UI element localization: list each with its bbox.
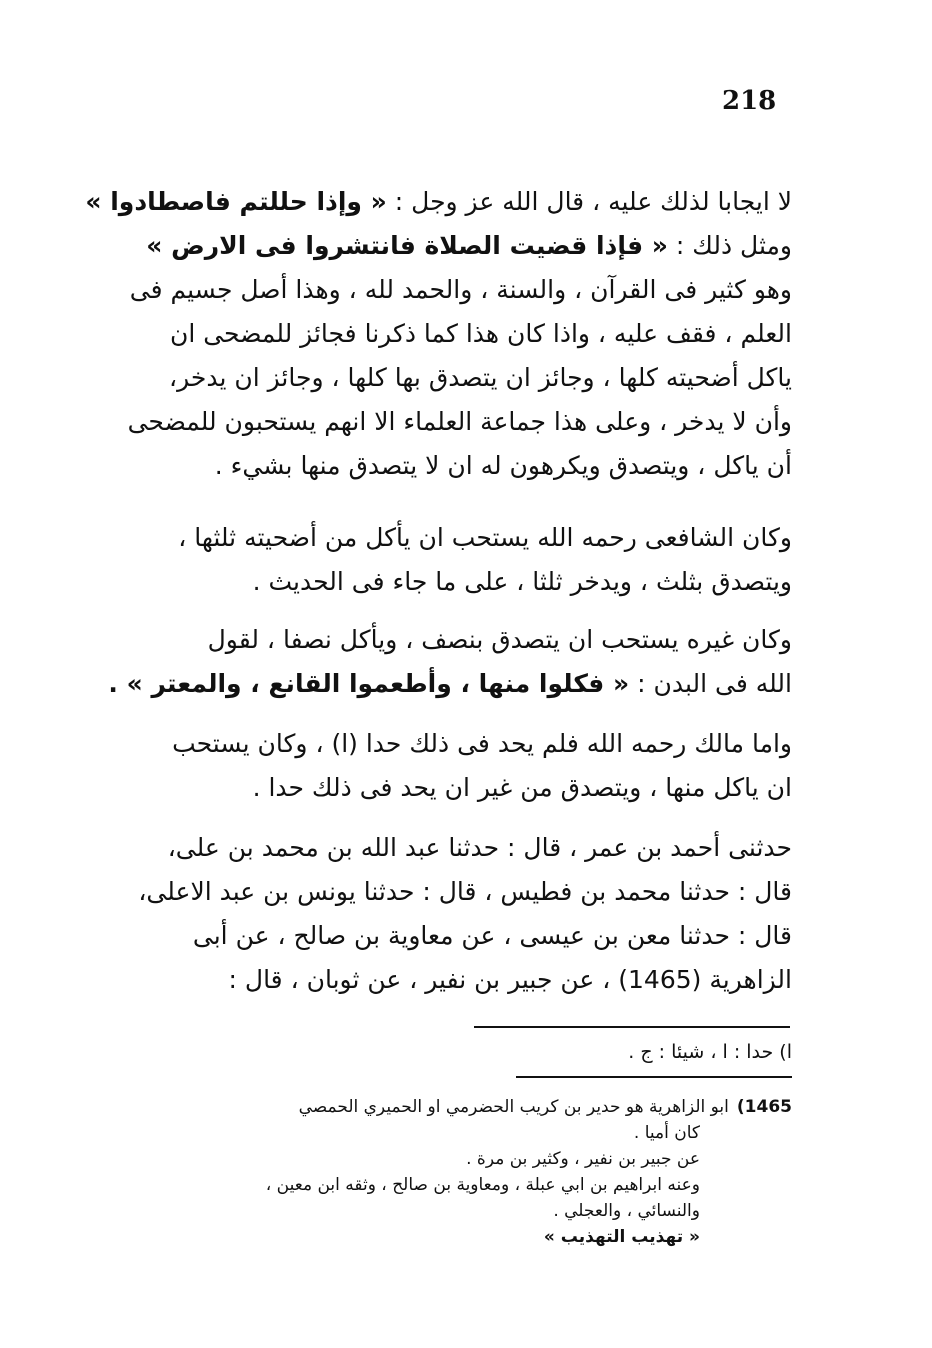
text-line: قال : حدثنا معن بن عيسى ، عن معاوية بن صالح ، عن أبى [192,921,792,950]
paragraph-4 [118,722,792,810]
footnote-source: « تهذيب التهذيب » [543,1227,700,1247]
text-line: ويتصدق بثلث ، ويدخر ثلثا ، على ما جاء فى الحديث . [252,567,792,596]
footnote-number: 1465) [736,1097,792,1117]
paragraph-1 [85,180,792,488]
text-line: وهو كثير فى القرآن ، والسنة ، والحمد لله ، وهذا أصل جسيم فى [129,275,792,304]
text-line: الزاهرية (1465) ، عن جبير بن نفير ، عن ثوبان ، قال : [228,965,792,994]
text-line: أن ياكل ، ويتصدق ويكرهون له ان لا يتصدق منها بشيء . [214,451,792,480]
text-line: وكان غيره يستحب ان يتصدق بنصف ، ويأكل نصفا ، لقول [207,625,792,654]
paragraph-5 [118,826,792,1002]
text-line: لا ايجابا لذلك عليه ، قال الله عز وجل : « وإذا حللتم فاصطادوا » [85,187,792,216]
text-line: حدثنى أحمد بن عمر ، قال : حدثنا عبد الله بن محمد بن على، [167,833,792,862]
text-line: وأن لا يدخر ، وعلى هذا جماعة العلماء الا انهم يستحبون للمضحى [127,407,792,436]
footnote-line: وعنه ابراهيم بن ابي عبلة ، ومعاوية بن صالح ، وثقه ابن معين ، [265,1175,700,1195]
footnote-line: 1465)ابو الزاهرية هو حدير بن كريب الحضرمي او الحميري الحمصي [298,1097,792,1117]
text-line: واما مالك رحمه الله فلم يحد فى ذلك حدا (ا) ، وكان يستحب [172,729,792,758]
page-number: 218 [722,86,777,116]
text-line: العلم ، فقف عليه ، واذا كان هذا كما ذكرنا فجائز للمضحى ان [169,319,792,348]
text-line: ياكل أضحيته كلها ، وجائز ان يتصدق بها كلها ، وجائز ان يدخر، [169,363,792,392]
footnote-line: عن جبير بن نفير ، وكثير بن مرة . [466,1149,700,1169]
quran-quote: « فإذا قضيت الصلاة فانتشروا فى الارض » [146,231,668,260]
text-line: ومثل ذلك : « فإذا قضيت الصلاة فانتشروا فى الارض » [146,231,792,260]
footnote-separator-2 [516,1076,792,1078]
paragraph-3 [108,618,792,706]
paragraph-2 [118,516,792,604]
footnote-separator [474,1026,790,1028]
quran-quote: « وإذا حللتم فاصطادوا » [85,187,387,216]
quran-quote: « فكلوا منها ، وأطعموا القانع ، والمعتر » . [108,669,630,698]
text-line: وكان الشافعى رحمه الله يستحب ان يأكل من أضحيته ثلثها ، [178,523,792,552]
footnote-line: والنسائي ، والعجلي . [553,1201,700,1221]
text-line: ان ياكل منها ، ويتصدق من غير ان يحد فى ذلك حدا . [252,773,792,802]
text-line: الله فى البدن : « فكلوا منها ، وأطعموا القانع ، والمعتر » . [108,669,792,698]
footnote-1465 [120,1094,792,1250]
footnote-line: كان أميا . [633,1123,700,1143]
text-line: قال : حدثنا محمد بن فطيس ، قال : حدثنا يونس بن عبد الاعلى، [138,877,792,906]
footnote-variant: ا) حدا : ا ، شيئا : ج . [628,1041,792,1063]
